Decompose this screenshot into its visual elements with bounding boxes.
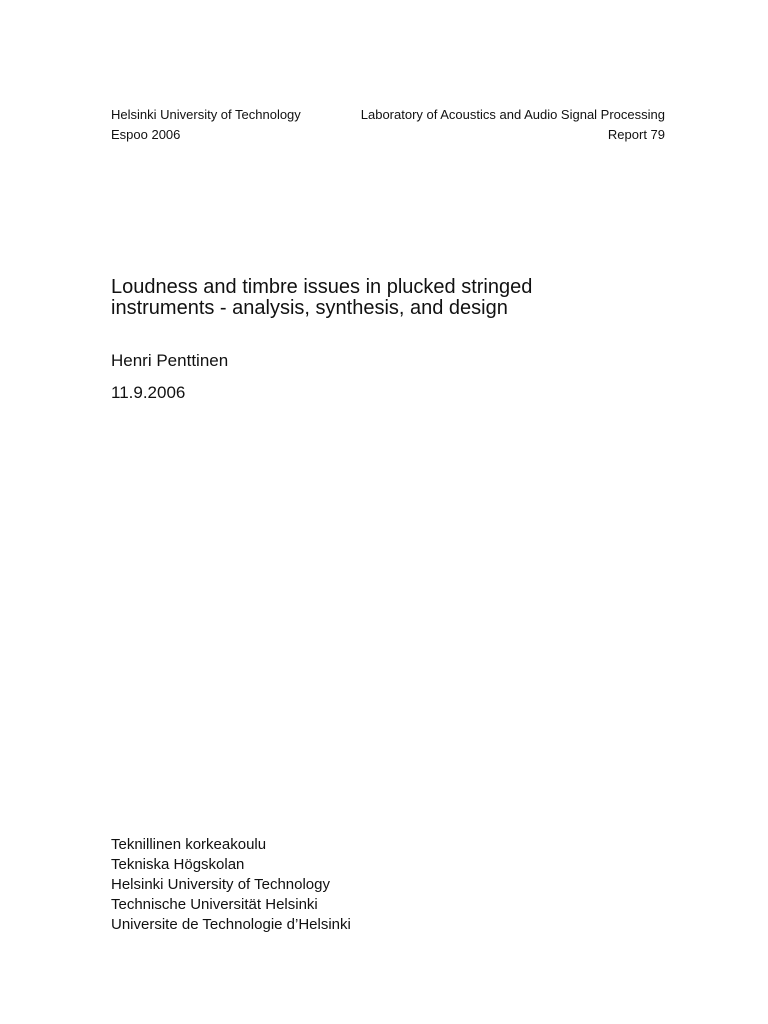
report-date: 11.9.2006 [111,383,186,402]
institution-name-swedish: Tekniska Högskolan [111,856,245,873]
place-year: Espoo 2006 [111,127,181,142]
laboratory-name: Laboratory of Acoustics and Audio Signal Processing [360,107,665,122]
institution-name-finnish: Teknillinen korkeakoulu [111,836,267,853]
institution-name-french: Universite de Technologie d’Helsinki [111,916,351,933]
university-name: Helsinki University of Technology [111,107,301,122]
report-number: Report 79 [607,127,665,142]
institution-name-german: Technische Universität Helsinki [111,896,318,913]
institution-names [111,835,351,935]
institution-name-english: Helsinki University of Technology [111,876,330,893]
title-line-1: Loudness and timbre issues in plucked stringed [111,276,533,298]
author-name: Henri Penttinen [111,351,229,370]
title-line-2: instruments - analysis, synthesis, and design [111,297,508,319]
report-title [111,277,671,319]
